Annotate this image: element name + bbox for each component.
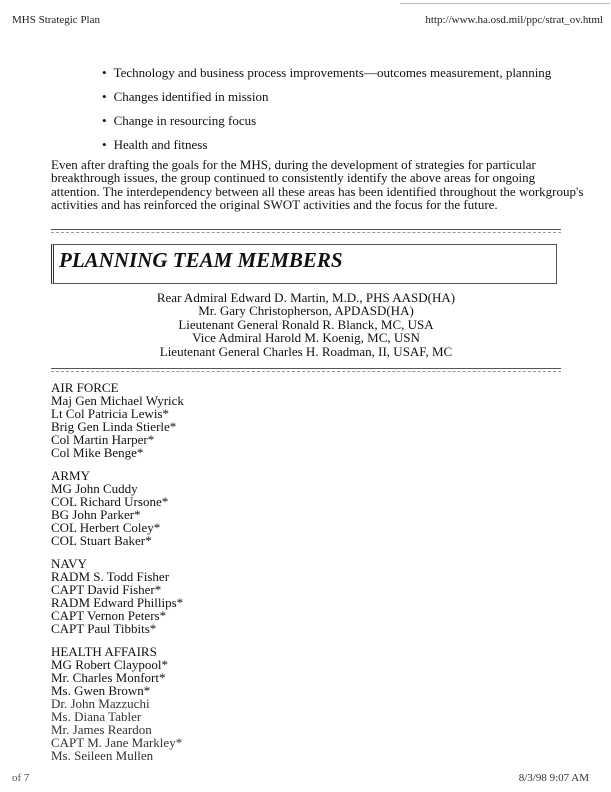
divider xyxy=(51,229,561,233)
leader: Rear Admiral Edward D. Martin, M.D., PHS AASD(HA) xyxy=(156,290,456,305)
leaders-list xyxy=(51,291,561,358)
member: Maj Gen Michael Wyrick xyxy=(51,393,184,408)
section-header-box xyxy=(51,244,557,284)
member-group xyxy=(51,469,451,547)
member: BG John Parker* xyxy=(51,507,141,522)
member: Col Martin Harper* xyxy=(51,432,155,447)
body-paragraph: Even after drafting the goals for the MHS, during the development of strategies for particular breakthrough issues, the group continued to consistently identify the above areas for ongoing attention. The interdependency between all these areas has been identified throughout the workgroup's activities and has reinforced the original SWOT activities and the focus for the future. xyxy=(51,157,584,213)
member-group xyxy=(51,645,451,762)
member: MG Robert Claypool* xyxy=(51,657,168,672)
member: CAPT Paul Tibbits* xyxy=(51,621,157,636)
member: Brig Gen Linda Stierle* xyxy=(51,419,177,434)
group-name: ARMY xyxy=(51,468,91,483)
leader: Lieutenant General Charles H. Roadman, II, USAF, MC xyxy=(159,343,453,359)
leader: Vice Admiral Harold M. Koenig, MC, USN xyxy=(192,330,420,346)
group-name: HEALTH AFFAIRS xyxy=(51,644,157,659)
member: CAPT Vernon Peters* xyxy=(51,608,167,623)
member: MG John Cuddy xyxy=(51,481,138,496)
member: RADM Edward Phillips* xyxy=(51,595,184,610)
list-item: • Technology and business process improvements—outcomes measurement, planning xyxy=(102,64,551,88)
member: Ms. Seileen Mullen xyxy=(51,748,154,763)
member: Ms. Diana Tabler xyxy=(51,709,142,724)
focus-list xyxy=(102,64,551,160)
list-item: • Change in resourcing focus xyxy=(102,112,551,136)
leader: Mr. Gary Christopherson, APDASD(HA) xyxy=(198,303,414,319)
leader: Lieutenant General Ronald R. Blanck, MC, USA xyxy=(178,316,434,332)
member: CAPT David Fisher* xyxy=(51,582,162,597)
member: COL Richard Ursone* xyxy=(51,494,169,509)
page-number: of 7 xyxy=(12,772,30,784)
member: Dr. John Mazzuchi xyxy=(51,696,150,711)
group-name: AIR FORCE xyxy=(51,380,119,395)
member: RADM S. Todd Fisher xyxy=(51,569,170,584)
member: CAPT M. Jane Markley* xyxy=(51,735,183,750)
list-item: • Changes identified in mission xyxy=(102,88,551,112)
page-title: MHS Strategic Plan xyxy=(12,14,100,26)
member: Ms. Gwen Brown* xyxy=(51,683,151,698)
group-name: NAVY xyxy=(51,556,87,571)
member-group xyxy=(51,381,451,459)
member: Mr. James Reardon xyxy=(51,722,152,737)
section-title: PLANNING TEAM MEMBERS xyxy=(59,248,343,272)
member: COL Herbert Coley* xyxy=(51,520,161,535)
member: Lt Col Patricia Lewis* xyxy=(51,406,170,421)
page-url: http://www.ha.osd.mil/ppc/strat_ov.html xyxy=(425,14,603,26)
member-groups xyxy=(51,381,451,772)
member-group xyxy=(51,557,451,635)
header-rule xyxy=(400,3,610,4)
divider xyxy=(51,368,561,372)
list-item: • Health and fitness xyxy=(102,136,551,160)
member: Mr. Charles Monfort* xyxy=(51,670,166,685)
print-datetime: 8/3/98 9:07 AM xyxy=(518,772,589,784)
member: Col Mike Benge* xyxy=(51,445,144,460)
member: COL Stuart Baker* xyxy=(51,533,152,548)
